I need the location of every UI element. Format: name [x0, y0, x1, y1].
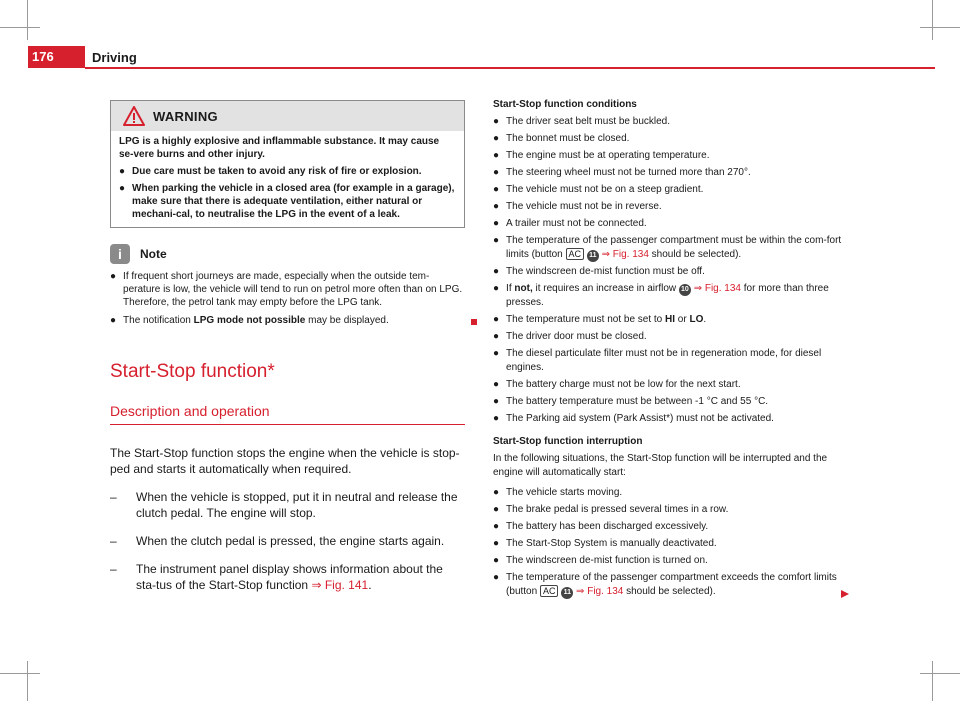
subsection-heading: Description and operation — [110, 403, 465, 425]
crop-mark — [920, 27, 960, 28]
list-item: ● The vehicle starts moving. — [493, 487, 623, 498]
list-item: ● The temperature of the passenger compartment must be within the com-fort limits (button AC 11 ⇒ Fig. 134 should be selected). — [493, 235, 842, 260]
warning-body — [111, 131, 464, 227]
list-item: ● The notification LPG mode not possible may be displayed. — [110, 315, 389, 326]
list-item: ● The windscreen de-mist function must be off. — [493, 266, 705, 277]
warning-box — [110, 100, 465, 228]
list-item: ● The driver door must be closed. — [493, 331, 647, 342]
section-heading: Start-Stop function* — [110, 361, 275, 382]
list-item: ● The Parking aid system (Park Assist*) must not be activated. — [493, 413, 774, 424]
section-body — [110, 445, 465, 593]
list-item: ● The brake pedal is pressed several times in a row. — [493, 504, 729, 515]
crop-mark — [27, 661, 28, 701]
callout-10: 10 — [679, 284, 691, 296]
note-label: Note — [140, 247, 167, 261]
crop-mark — [27, 0, 28, 40]
list-item: ● A trailer must not be connected. — [493, 218, 647, 229]
callout-11: 11 — [587, 250, 599, 262]
warning-label: WARNING — [153, 108, 218, 124]
list-item: ● The battery has been discharged excessively. — [493, 521, 709, 532]
step-item: – When the clutch pedal is pressed, the engine starts again. — [110, 534, 445, 548]
note-box — [110, 242, 465, 327]
list-item: ● The temperature of the passenger compartment exceeds the comfort limits (button AC 11 ⇒ Fig. 134 should be selected). — [493, 572, 837, 597]
list-item: ● The temperature must not be set to HI or LO. — [493, 314, 707, 325]
list-item: ● The windscreen de-mist function is turned on. — [493, 555, 708, 566]
conditions-title: Start-Stop function conditions — [493, 99, 637, 110]
crop-mark — [932, 0, 933, 40]
crop-mark — [0, 27, 40, 28]
right-column — [493, 98, 858, 602]
list-item: ● The steering wheel must not be turned more than 270°. — [493, 167, 751, 178]
list-item: ● The vehicle must not be in reverse. — [493, 201, 662, 212]
note-body — [110, 270, 465, 327]
crop-mark — [0, 673, 40, 674]
continue-arrow-icon — [840, 589, 850, 599]
ac-button-symbol: AC — [540, 585, 559, 597]
warning-intro: LPG is a highly explosive and inflammable substance. It may cause se-vere burns and other injury. — [119, 136, 440, 160]
end-of-section-mark — [471, 319, 477, 325]
left-column — [110, 100, 465, 605]
header-rule — [85, 67, 935, 69]
interruption-intro: In the following situations, the Start-Stop function will be interrupted and the engine will automatically start: — [493, 453, 828, 478]
list-item: ● The battery temperature must be between -1 °C and 55 °C. — [493, 396, 769, 407]
list-item: ● The Start-Stop System is manually deactivated. — [493, 538, 717, 549]
warning-header — [111, 101, 464, 131]
list-item: ● Due care must be taken to avoid any risk of fire or explosion. — [119, 166, 422, 177]
list-item: ● The vehicle must not be on a steep gradient. — [493, 184, 704, 195]
list-item: ● If frequent short journeys are made, especially when the outside tem-perature is low, the vehicle will tend to run on petrol more often than on LPG. Therefore, the petrol tank may empty before the LPG tank. — [110, 271, 463, 308]
step-item: – When the vehicle is stopped, put it in neutral and release the clutch pedal. The engine will stop. — [110, 490, 458, 520]
ac-button-symbol: AC — [566, 248, 585, 260]
page-number: 176 — [32, 49, 54, 64]
callout-11: 11 — [561, 587, 573, 599]
list-item: ● The battery charge must not be low for the next start. — [493, 379, 741, 390]
info-icon: i — [110, 244, 130, 264]
intro-paragraph: The Start-Stop function stops the engine when the vehicle is stop-ped and starts it automatically when required. — [110, 446, 460, 476]
interruption-title: Start-Stop function interruption — [493, 436, 643, 447]
list-item: ● The bonnet must be closed. — [493, 133, 630, 144]
list-item: ● The engine must be at operating temperature. — [493, 150, 710, 161]
list-item: ● When parking the vehicle in a closed area (for example in a garage), make sure that there is adequate ventilation, either natural or mechani-cal, to neutralise the LPG in the event of a leak. — [119, 183, 455, 220]
page-title: Driving — [92, 50, 137, 65]
step-item: – The instrument panel display shows information about the sta-tus of the Start-Stop function ⇒ Fig. 141. — [110, 562, 443, 592]
figure-link[interactable]: ⇒ Fig. 141 — [311, 578, 369, 592]
figure-link[interactable]: ⇒ Fig. 134 — [601, 249, 649, 260]
warning-icon — [123, 106, 145, 126]
crop-mark — [932, 661, 933, 701]
crop-mark — [920, 673, 960, 674]
list-item: ● If not, it requires an increase in airflow 10 ⇒ Fig. 134 for more than three presses. — [493, 283, 829, 308]
note-header — [110, 242, 465, 266]
figure-link[interactable]: ⇒ Fig. 134 — [693, 283, 741, 294]
figure-link[interactable]: ⇒ Fig. 134 — [576, 586, 624, 597]
list-item: ● The diesel particulate filter must not be in regeneration mode, for diesel engines. — [493, 348, 822, 373]
list-item: ● The driver seat belt must be buckled. — [493, 116, 671, 127]
